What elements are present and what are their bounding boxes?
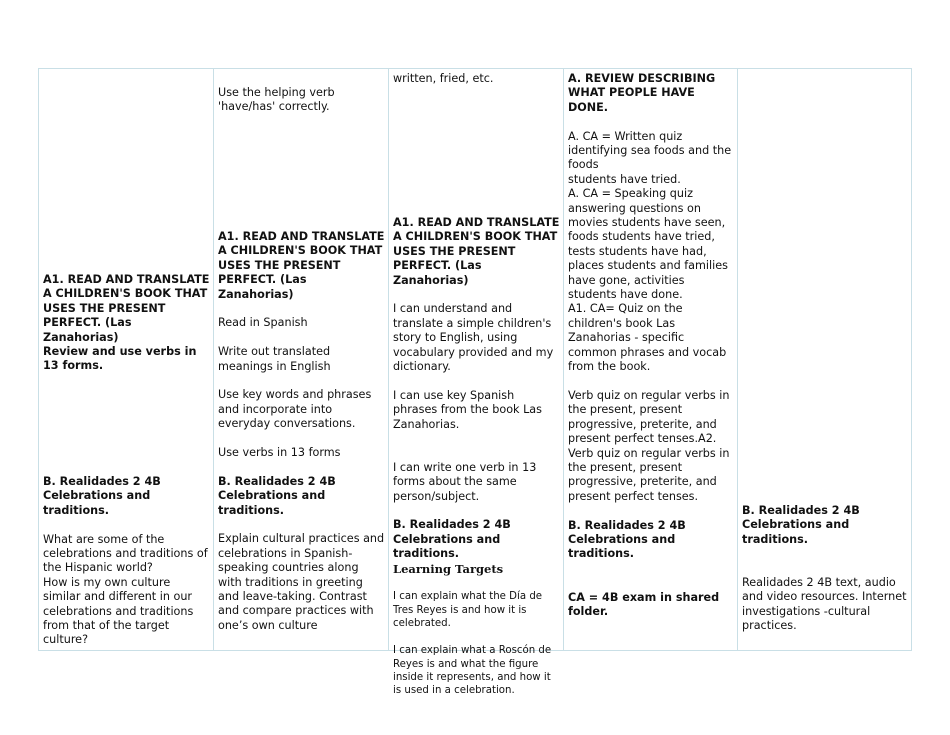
cell-heading: A1. READ AND TRANSLATE A CHILDREN'S BOOK THAT USES THE PRESENT PERFECT. (Las Zanahorias) <box>218 230 385 301</box>
cell-text <box>218 302 385 316</box>
cell-heading: B. Realidades 2 4B Celebrations and traditions. <box>393 518 511 561</box>
cell-text <box>218 460 385 474</box>
cell-text: A. CA = Speaking quiz answering questions on movies students have seen, foods students have tried, tests students have had, places students and families have gone, activities students have done. <box>568 187 728 302</box>
cell-heading: B. Realidades 2 4B Celebrations and traditions. <box>742 504 860 546</box>
table-column-learning-targets <box>389 69 564 697</box>
cell-text: I can use key Spanish phrases from the book Las Zanahorias. <box>393 388 542 431</box>
table-column-resources <box>738 69 911 650</box>
table-column-objectives <box>39 69 214 650</box>
cell-text: I can write one verb in 13 forms about the same person/subject. <box>393 460 537 503</box>
cell-block <box>43 475 210 648</box>
cell-text: I can explain what the Día de Tres Reyes is and how it is celebrated. <box>393 591 543 629</box>
cell-text <box>218 374 385 388</box>
cell-text: Read in Spanish <box>218 316 308 330</box>
cell-text <box>218 432 385 446</box>
cell-text <box>568 504 734 518</box>
cell-block <box>218 230 385 633</box>
cell-text <box>568 576 734 590</box>
cell-text <box>742 547 908 561</box>
cell-block <box>218 86 385 115</box>
cell-text <box>393 446 560 460</box>
cell-text <box>393 576 560 590</box>
cell-text: How is my own culture similar and different in our celebrations and traditions from that of the target culture? <box>43 575 194 647</box>
table-column-assessment <box>564 69 738 650</box>
cell-text: written, fried, etc. <box>393 72 494 85</box>
cell-text <box>393 288 560 302</box>
cell-heading: A1. READ AND TRANSLATE A CHILDREN'S BOOK THAT USES THE PRESENT PERFECT. (Las Zanahorias) <box>43 273 210 344</box>
cell-block <box>568 72 734 619</box>
lesson-plan-table <box>38 68 912 697</box>
cell-text: Realidades 2 4B text, audio and video resources. Internet investigations -cultural practices. <box>742 576 907 633</box>
cell-text: Use verbs in 13 forms <box>218 446 341 460</box>
cell-text: Use the helping verb 'have/has' correctly. <box>218 86 335 114</box>
cell-text: Use key words and phrases and incorporate into everyday conversations. <box>218 388 372 431</box>
cell-text <box>393 630 560 644</box>
cell-text: Verb quiz on regular verbs in the present, present progressive, preterite, and present perfect tenses.A2. Verb quiz on regular verbs in the present, present progressive, preterite, and present perfect tenses. <box>568 388 730 503</box>
cell-text: I can explain what a Roscón de Reyes is and what the figure inside it represents, and how it is used in a celebration. <box>393 645 552 697</box>
cell-text <box>568 562 734 576</box>
cell-block <box>43 273 210 374</box>
cell-text: What are some of the celebrations and traditions of the Hispanic world? <box>43 532 208 575</box>
cell-heading: B. Realidades 2 4B Celebrations and traditions. <box>218 474 336 517</box>
cell-text <box>393 504 560 518</box>
section-heading: Learning Targets <box>393 561 504 576</box>
cell-text: A1. CA= Quiz on the children's book Las Zanahorias - specific common phrases and vocab from the book. <box>568 302 727 374</box>
cell-heading: A. REVIEW DESCRIBING WHAT PEOPLE HAVE DONE. <box>568 72 716 114</box>
cell-text: I can understand and translate a simple children's story to English, using vocabulary provided and my dictionary. <box>393 302 554 374</box>
cell-block <box>393 216 560 697</box>
cell-text <box>393 432 560 446</box>
cell-heading: CA = 4B exam in shared folder. <box>568 590 720 618</box>
cell-text <box>568 375 734 389</box>
cell-heading: A1. READ AND TRANSLATE A CHILDREN'S BOOK THAT USES THE PRESENT PERFECT. (Las Zanahorias) <box>393 216 560 287</box>
cell-text: Explain cultural practices and celebrations in Spanish-speaking countries along with traditions in greeting and leave-taking. Contrast and compare practices with one’s own culture <box>218 532 385 632</box>
cell-text: students have tried. <box>568 172 681 186</box>
cell-text <box>43 518 210 532</box>
cell-text <box>218 331 385 345</box>
cell-heading: B. Realidades 2 4B Celebrations and traditions. <box>43 475 161 517</box>
table-column-skills <box>214 69 389 650</box>
cell-text <box>218 518 385 532</box>
cell-text <box>393 374 560 388</box>
cell-block <box>393 72 560 86</box>
cell-text <box>568 115 734 129</box>
cell-heading: Review and use verbs in 13 forms. <box>43 345 197 373</box>
cell-heading: B. Realidades 2 4B Celebrations and traditions. <box>568 518 686 561</box>
cell-text <box>742 562 908 576</box>
cell-text: A. CA = Written quiz identifying sea foods and the foods <box>568 129 732 172</box>
cell-text: Write out translated meanings in English <box>218 345 331 373</box>
cell-block <box>742 504 908 634</box>
